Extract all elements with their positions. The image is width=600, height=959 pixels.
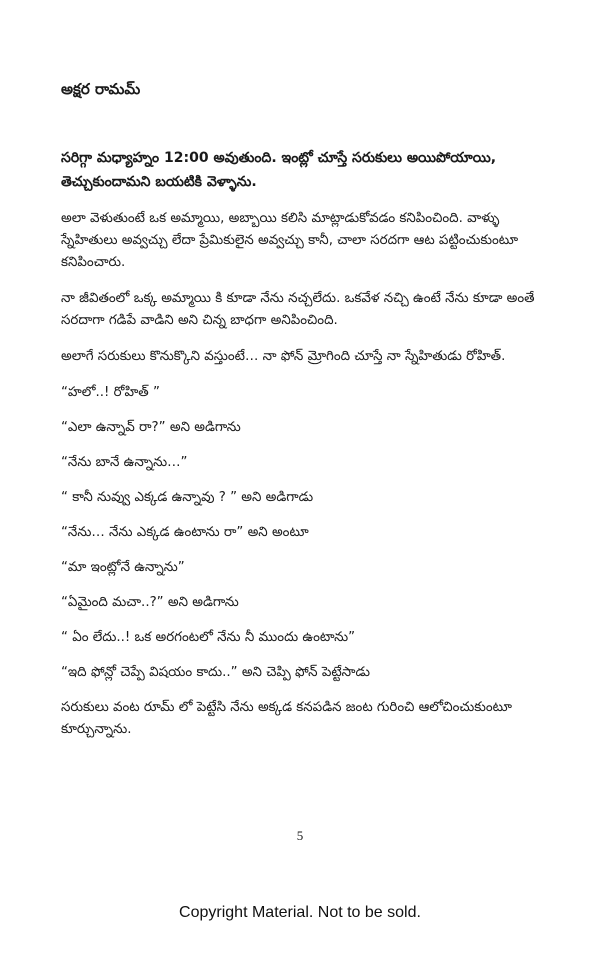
- page-body: [61, 146, 541, 755]
- page-number: 5: [296, 828, 304, 843]
- dialogue-line: “ఏమైంది మచా..?” అని అడిగాను: [61, 595, 239, 610]
- dialogue-line: “నేను బానే ఉన్నాను…”: [61, 455, 188, 470]
- dialogue-line: “ఎలా ఉన్నావ్ రా?” అని అడిగాను: [61, 420, 241, 435]
- paragraph: అలా వెళుతుంటే ఒక అమ్మాయి, అబ్బాయి కలిసి మాట్లాడుకోవడం కనిపించింది. వాళ్ళు స్నేహితులు అవ్వచ్చు లేదా ప్రేమికులైన అవ్వచ్చు కానీ, చాలా సరదగా ఆట పట్టించుకుంటూ కనిపించారు.: [61, 211, 519, 270]
- dialogue-line: “ ఏం లేదు..! ఒక అరగంటలో నేను నీ ముందు ఉంటాను”: [61, 630, 356, 645]
- copyright-notice: Copyright Material. Not to be sold.: [179, 904, 421, 921]
- dialogue-line: “ కానీ నువ్వు ఎక్కడ ఉన్నావు ? ” అని అడిగాడు: [61, 490, 314, 505]
- dialogue-line: “ఇది ఫోన్లో చెప్పే విషయం కాదు..” అని చెప్పి ఫోన్ పెట్టేసాడు: [61, 665, 371, 680]
- dialogue-line: “హలో..! రోహిత్ ”: [61, 385, 160, 400]
- book-title: అక్షర రామమ్: [61, 80, 141, 98]
- paragraph: అలాగే సరుకులు కొనుక్కొని వస్తుంటే… నా ఫోన్ మ్రోగింది చూస్తే నా స్నేహితుడు రోహిత్.: [61, 349, 506, 364]
- paragraph: సరుకులు వంట రూమ్ లో పెట్టేసి నేను అక్కడ కనపడిన జంట గురించి ఆలోచించుకుంటూ కూర్చున్నాను.: [61, 700, 512, 737]
- opening-paragraph: సరిగ్గా మధ్యాహ్నం 12:00 అవుతుంది. ఇంట్లో చూస్తే సరుకులు అయిపోయాయి, తెచ్చుకుందామని బయటికి వెళ్ళాను.: [61, 150, 497, 190]
- paragraph: నా జీవితంలో ఒక్క అమ్మాయి కి కూడా నేను నచ్చలేదు. ఒకవేళ నచ్చి ఉంటే నేను కూడా అంతే సరదాగా గడిపే వాడిని అని చిన్న బాధగా అనిపించింది.: [61, 291, 535, 328]
- dialogue-line: “నేను… నేను ఎక్కడ ఉంటాను రా” అని అంటూ: [61, 525, 309, 540]
- dialogue-line: “మా ఇంట్లోనే ఉన్నాను”: [61, 560, 185, 575]
